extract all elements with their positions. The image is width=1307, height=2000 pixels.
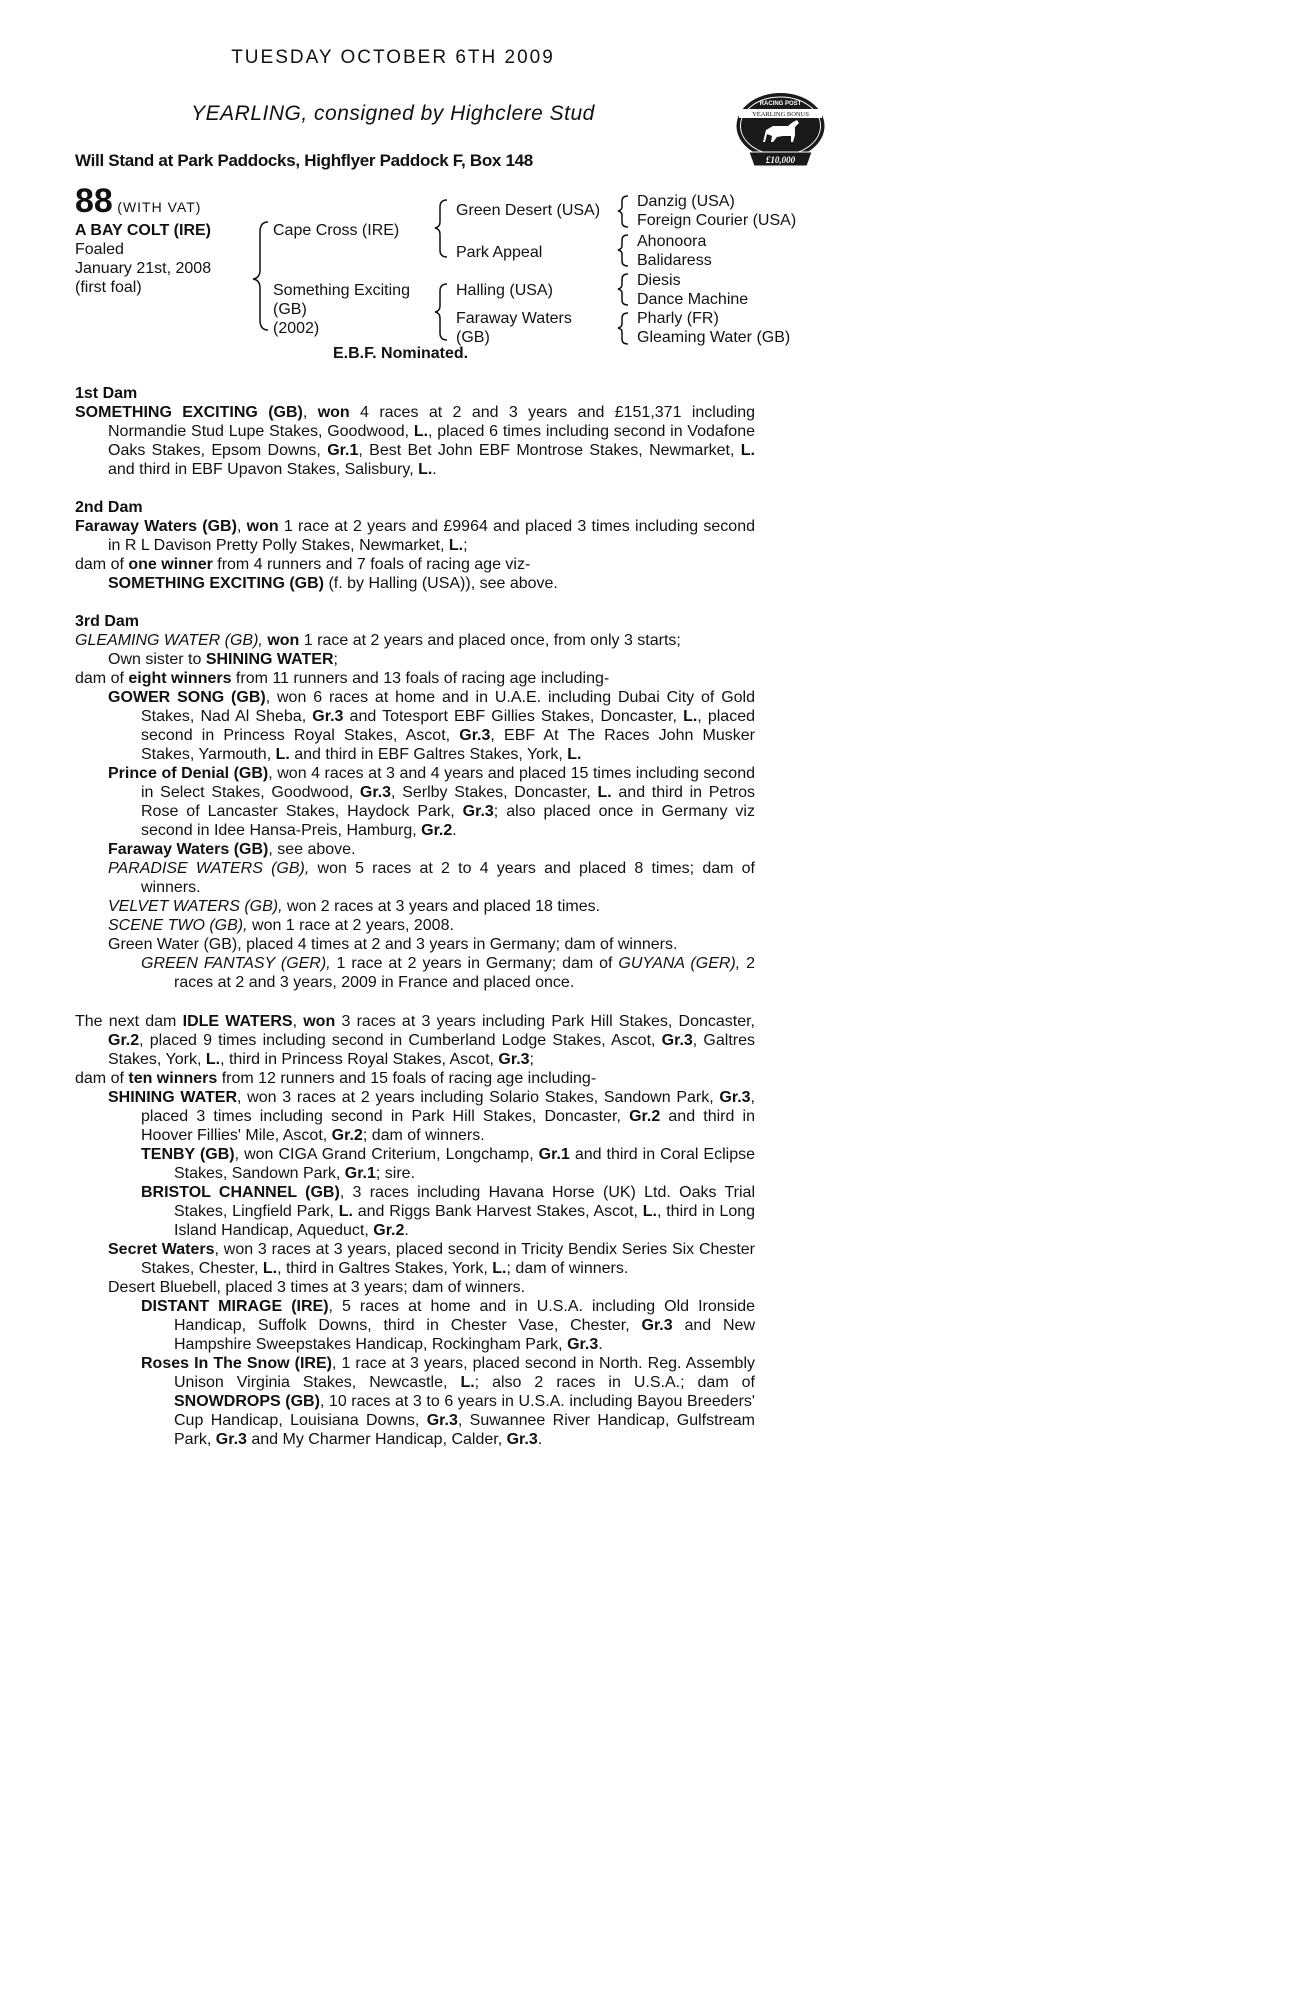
pedigree-g1: Danzig (USA): [637, 193, 735, 210]
pedigree-dam-line1: Something Exciting: [273, 282, 410, 299]
brace-g12: [618, 196, 628, 227]
lot-vat: (WITH VAT): [117, 199, 202, 215]
pedigree-g3: Ahonoora: [637, 233, 707, 250]
second-dam-title: 2nd Dam: [75, 499, 143, 516]
green-water-entry: Green Water (GB), placed 4 times at 2 and 3 years in Germany; dam of winners.: [108, 936, 678, 953]
paradise-waters-entry: PARADISE WATERS (GB), won 5 races at 2 to 4 years and placed 8 times; dam of winners.: [108, 860, 755, 896]
pedigree-sire-sire: Green Desert (USA): [456, 202, 601, 219]
third-dam-produce: dam of eight winners from 11 runners and 13 foals of racing age including-: [75, 670, 610, 687]
pedigree-g7: Pharly (FR): [637, 310, 719, 327]
prince-of-denial-entry: Prince of Denial (GB), won 4 races at 3 and 4 years and placed 15 times including second in Select Stakes, Goodwood, Gr.3, Serlby Stakes, Doncaster, L. and third in Petros Rose of Lancaster Stakes, Haydock Park, Gr.3; also placed once in Germany viz second in Idee Hansa-Preis, Hamburg, Gr.2.: [108, 765, 756, 839]
next-dam-produce: dam of ten winners from 12 runners and 15 foals of racing age including-: [75, 1070, 597, 1087]
next-dam-record: The next dam IDLE WATERS, won 3 races at 3 years including Park Hill Stakes, Doncaster, Gr.2, placed 9 times including second in Cumberland Lodge Stakes, Ascot, Gr.3, Galtres Stakes, York, L., third in Princess Royal Stakes, Ascot, Gr.3;: [75, 1013, 755, 1068]
pedigree-g8: Gleaming Water (GB): [637, 329, 791, 346]
pedigree-dam-line3: (2002): [273, 320, 320, 337]
pedigree-dam-sire: Halling (USA): [456, 282, 553, 299]
distant-mirage-entry: DISTANT MIRAGE (IRE), 5 races at home and in U.S.A. including Old Ironside Handicap, Suffolk Downs, third in Chester Vase, Chester, Gr.3 and New Hampshire Sweepstakes Handicap, Rockingham Park, Gr.3.: [141, 1298, 756, 1353]
third-dam-section: [75, 612, 755, 992]
second-dam-record: Faraway Waters (GB), won 1 race at 2 years and £9964 and placed 3 times including second in R L Davison Pretty Polly Stakes, Newmarket, L.;: [75, 518, 756, 554]
pedigree-sire-dam: Park Appeal: [456, 244, 543, 261]
tenby-entry: TENBY (GB), won CIGA Grand Criterium, Longchamp, Gr.1 and third in Coral Eclipse Stakes, Sandown Park, Gr.1; sire.: [141, 1146, 755, 1182]
second-dam-child: SOMETHING EXCITING (GB) (f. by Halling (USA)), see above.: [108, 575, 558, 592]
pedigree-dam-dam-line2: (GB): [456, 329, 490, 346]
shining-water-entry: SHINING WATER, won 3 races at 2 years including Solario Stakes, Sandown Park, Gr.3, placed 3 times including second in Park Hill Stakes, Doncaster, Gr.2 and third in Hoover Fillies' Mile, Ascot, Gr.2; dam of winners.: [108, 1089, 756, 1144]
lot-number: 88: [75, 182, 113, 220]
foaled-date: January 21st, 2008: [75, 260, 212, 277]
brace-sire: [435, 200, 447, 257]
brace-dam: [435, 284, 447, 340]
green-fantasy-entry: GREEN FANTASY (GER), 1 race at 2 years in Germany; dam of GUYANA (GER), 2 races at 2 and 3 years, 2009 in France and placed once.: [141, 955, 756, 991]
gower-song-entry: GOWER SONG (GB), won 6 races at home and in U.A.E. including Dubai City of Gold Stakes, Nad Al Sheba, Gr.3 and Totesport EBF Gillies Stakes, Doncaster, L., placed second in Princess Royal Stakes, Ascot, Gr.3, EBF At The Races John Musker Stakes, Yarmouth, L. and third in EBF Galtres Stakes, York, L.: [108, 689, 756, 763]
first-dam-record: SOMETHING EXCITING (GB), won 4 races at 2 and 3 years and £151,371 including Normandie Stud Lupe Stakes, Goodwood, L., placed 6 times including second in Vodafone Oaks Stakes, Epsom Downs, Gr.1, Best Bet John EBF Montrose Stakes, Newmarket, L. and third in EBF Upavon Stakes, Salisbury, L..: [75, 404, 756, 478]
consignment-line: YEARLING, consigned by Highclere Stud: [191, 102, 595, 125]
badge-bottom-text: £10,000: [765, 155, 796, 165]
faraway-waters-entry: Faraway Waters (GB), see above.: [108, 841, 356, 858]
foaled-label: Foaled: [75, 241, 124, 258]
second-dam-produce: dam of one winner from 4 runners and 7 foals of racing age viz-: [75, 556, 531, 573]
pedigree-dam-dam-line1: Faraway Waters: [456, 310, 572, 327]
second-dam-section: [75, 498, 755, 593]
roses-in-the-snow-entry: Roses In The Snow (IRE), 1 race at 3 years, placed second in North. Reg. Assembly Unison Virginia Stakes, Newcastle, L.; also 2 races in U.S.A.; dam of SNOWDROPS (GB), 10 races at 3 to 6 years in U.S.A. including Bayou Breeders' Cup Handicap, Louisiana Downs, Gr.3, Suwannee River Handicap, Gulfstream Park, Gr.3 and My Charmer Handicap, Calder, Gr.3.: [141, 1355, 756, 1448]
scene-two-entry: SCENE TWO (GB), won 1 race at 2 years, 2008.: [108, 917, 454, 934]
next-dam-section: [75, 1012, 755, 1449]
ebf-nominated: E.B.F. Nominated.: [333, 345, 469, 362]
pedigree-g5: Diesis: [637, 272, 681, 289]
pedigree-sire: Cape Cross (IRE): [273, 222, 400, 239]
secret-waters-entry: Secret Waters, won 3 races at 3 years, placed second in Tricity Bendix Series Six Chester Stakes, Chester, L., third in Galtres Stakes, York, L.; dam of winners.: [108, 1241, 756, 1277]
sale-date: TUESDAY OCTOBER 6TH 2009: [231, 47, 555, 68]
first-dam-title: 1st Dam: [75, 385, 138, 402]
lot-name: A BAY COLT (IRE): [75, 222, 212, 239]
pedigree-g4: Balidaress: [637, 252, 712, 269]
first-dam-section: [75, 384, 755, 479]
pedigree-g2: Foreign Courier (USA): [637, 212, 797, 229]
third-dam-record: GLEAMING WATER (GB), won 1 race at 2 years and placed once, from only 3 starts; Own sister to SHINING WATER;: [75, 632, 681, 668]
bristol-channel-entry: BRISTOL CHANNEL (GB), 3 races including Havana Horse (UK) Ltd. Oaks Trial Stakes, Lingfield Park, L. and Riggs Bank Harvest Stakes, Ascot, L., third in Long Island Handicap, Aqueduct, Gr.2.: [141, 1184, 756, 1239]
badge-middle-text: YEARLING BONUS: [752, 111, 809, 118]
stand-location: Will Stand at Park Paddocks, Highflyer Paddock F, Box 148: [75, 151, 533, 170]
third-dam-title: 3rd Dam: [75, 613, 140, 630]
brace-g34: [618, 235, 628, 266]
velvet-waters-entry: VELVET WATERS (GB), won 2 races at 3 years and placed 18 times.: [108, 898, 601, 915]
badge-top-text: RACING POST: [759, 101, 802, 107]
brace-g78: [618, 313, 628, 344]
pedigree-g6: Dance Machine: [637, 291, 749, 308]
brace-g56: [618, 274, 628, 305]
foal-note: (first foal): [75, 279, 142, 296]
brace-lot: [253, 222, 268, 330]
pedigree-dam-line2: (GB): [273, 301, 307, 318]
desert-bluebell-entry: Desert Bluebell, placed 3 times at 3 years; dam of winners.: [108, 1279, 526, 1296]
